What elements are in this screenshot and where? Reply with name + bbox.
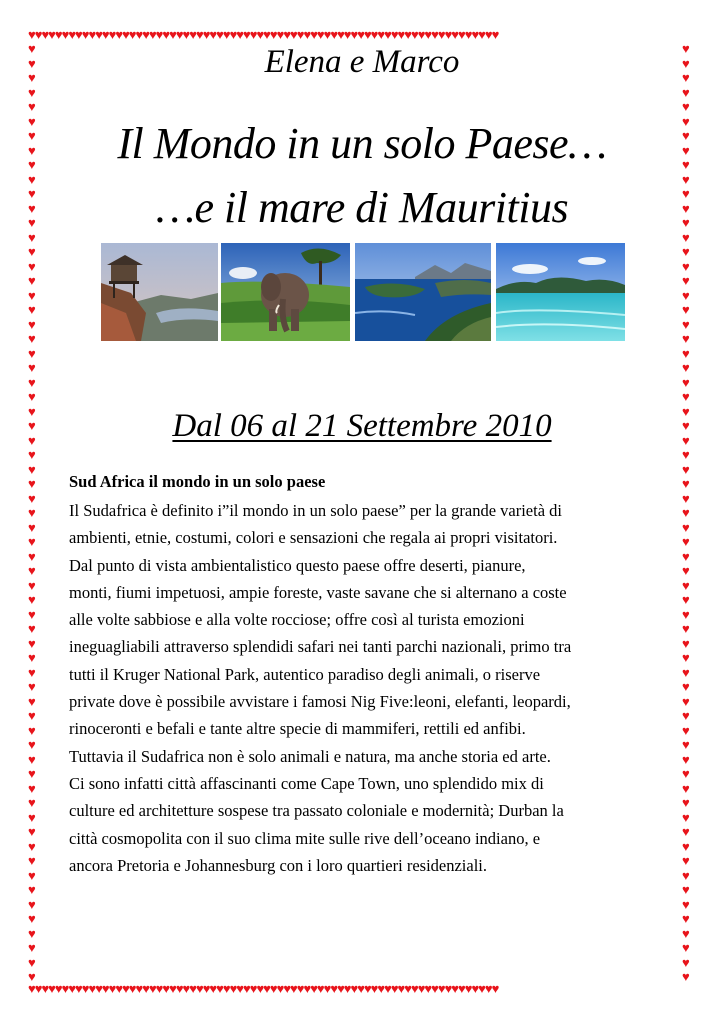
heart-icon: ♥ [28,592,36,607]
heart-icon: ♥ [28,200,36,216]
heart-icon: ♥ [682,447,690,462]
heart-icon: ♥ [682,505,690,520]
heart-icon: ♥ [682,99,690,114]
heart-icon: ♥ [682,200,690,216]
body-line: rinoceronti e befali e tante altre specie di mammiferi, rettili ed anfibi. [69,719,526,739]
heart-icon: ♥ [682,679,690,694]
photo-lodge-valley [101,243,218,341]
heart-icon: ♥ [28,42,36,56]
heart-icon: ♥ [682,186,690,201]
heart-icon: ♥ [682,316,690,332]
heart-icon: ♥ [682,461,690,477]
heart-icon: ♥ [28,896,36,912]
heart-icon: ♥ [28,911,36,926]
heart-icon: ♥ [28,679,36,694]
heart-icon: ♥ [682,403,690,419]
heart-icon: ♥ [682,824,690,839]
heart-icon: ♥ [28,809,36,825]
heart-icon: ♥ [28,389,36,404]
photo-strip [101,243,625,341]
heart-icon: ♥ [682,969,690,982]
heart-icon: ♥ [28,867,36,883]
heart-icon: ♥ [28,99,36,114]
heart-icon: ♥ [682,766,690,781]
heart-icon: ♥ [682,954,690,970]
heart-icon: ♥ [28,650,36,665]
heart-icon: ♥ [28,708,36,723]
heart-icon: ♥ [28,331,36,346]
heart-icon: ♥ [682,635,690,651]
body-line: monti, fiumi impetuosi, ampie foreste, vaste savane che si alternano a coste [69,582,567,602]
heart-icon: ♥ [28,70,36,85]
photo-mauritius-lagoon [496,243,625,341]
heart-icon: ♥ [28,766,36,781]
heart-icon: ♥ [682,809,690,825]
heart-icon: ♥ [28,548,36,564]
heart-icon: ♥ [682,592,690,607]
heart-icon: ♥ [28,853,36,868]
heart-icon: ♥ [682,229,690,245]
heart-icon: ♥ [28,505,36,520]
body-line: città cosmopolita con il suo clima mite sulle rive dell’oceano indiano, e [69,828,541,848]
heart-icon: ♥ [28,113,36,129]
heart-icon: ♥ [682,171,690,187]
heart-icon: ♥ [28,635,36,651]
heart-icon: ♥ [682,258,690,274]
heart-icon: ♥ [28,142,36,158]
title-line-2: …e il mare di Mauritius [155,183,569,232]
heart-icon: ♥ [682,751,690,767]
heart-icon: ♥ [682,389,690,404]
heart-icon: ♥ [682,548,690,564]
heart-icon: ♥ [28,737,36,752]
heart-icon: ♥ [682,157,690,172]
heart-icon: ♥ [682,621,690,636]
heart-icon: ♥ [682,490,690,506]
heart-icon: ♥ [682,215,690,230]
heart-icon: ♥ [682,302,690,317]
body-line: Tuttavia il Sudafrica non è solo animali e natura, ma anche storia ed arte. [69,746,551,766]
heart-icon: ♥ [682,476,690,491]
body-line: private dove è possibile avvistare i famosi Nig Five:leoni, elefanti, leopardi, [69,692,571,712]
heart-icon: ♥ [682,940,690,955]
heart-icon: ♥ [28,302,36,317]
heart-icon: ♥ [682,563,690,578]
travel-dates-text: Dal 06 al 21 Settembre 2010 [172,408,552,444]
photo-elephant [221,243,350,341]
heart-icon: ♥ [28,171,36,187]
heart-icon: ♥ [28,534,36,549]
heart-icon: ♥ [682,70,690,85]
heart-icon: ♥ [682,577,690,593]
heart-icon: ♥ [682,606,690,622]
heart-icon: ♥ [682,287,690,303]
heart-icon: ♥ [28,882,36,897]
body-line: ancora Pretoria e Johannesburg con i loro quartieri residenziali. [69,855,488,875]
heart-border-top: ♥♥♥♥♥♥♥♥♥♥♥♥♥♥♥♥♥♥♥♥♥♥♥♥♥♥♥♥♥♥♥♥♥♥♥♥♥♥♥♥♥♥♥♥♥♥♥♥♥♥♥♥♥♥♥♥♥♥♥♥♥♥♥♥♥♥♥♥♥♥ [28,28,499,42]
heart-icon: ♥ [682,853,690,868]
heart-icon: ♥ [28,693,36,709]
heart-icon: ♥ [28,722,36,738]
heart-icon: ♥ [28,925,36,941]
body-line: alle volte sabbiose e alla volte rocciose; offre così al turista emozioni [69,610,525,630]
heart-icon: ♥ [28,519,36,535]
heart-icon: ♥ [682,534,690,549]
couple-names: Elena e Marco [264,44,460,80]
heart-icon: ♥ [682,911,690,926]
heart-icon: ♥ [28,664,36,680]
body-line: Il Sudafrica è definito i”il mondo in un solo paese” per la grande varietà di [69,501,562,520]
heart-icon: ♥ [28,940,36,955]
heart-icon: ♥ [28,374,36,390]
heart-icon: ♥ [682,128,690,143]
heart-icon: ♥ [28,476,36,491]
heart-icon: ♥ [28,780,36,796]
heart-icon: ♥ [28,403,36,419]
heart-icon: ♥ [682,345,690,361]
heart-icon: ♥ [28,418,36,433]
heart-icon: ♥ [682,693,690,709]
heart-icon: ♥ [682,84,690,100]
heart-icon: ♥ [682,867,690,883]
heart-icon: ♥ [28,55,36,71]
body-line: ineguagliabili attraverso splendidi safari nei tanti parchi nazionali, primo tra [69,637,572,657]
heart-icon: ♥ [28,157,36,172]
heart-icon: ♥ [682,664,690,680]
heart-icon: ♥ [28,954,36,970]
heart-icon: ♥ [28,563,36,578]
heart-icon: ♥ [682,780,690,796]
heart-icon: ♥ [28,229,36,245]
section-body [69,497,669,879]
heart-icon: ♥ [682,142,690,158]
heart-icon: ♥ [28,215,36,230]
heart-icon: ♥ [28,621,36,636]
heart-icon: ♥ [28,795,36,810]
heart-icon: ♥ [682,896,690,912]
heart-icon: ♥ [28,258,36,274]
heart-icon: ♥ [28,969,36,982]
heart-icon: ♥ [28,273,36,288]
heart-icon: ♥ [682,650,690,665]
body-line: tutti il Kruger National Park, autentico paradiso degli animali, o riserve [69,664,541,684]
heart-icon: ♥ [28,490,36,506]
heart-icon: ♥ [28,432,36,448]
heart-icon: ♥ [682,737,690,752]
heart-icon: ♥ [28,824,36,839]
heart-icon: ♥ [682,331,690,346]
heart-icon: ♥ [28,447,36,462]
heart-icon: ♥ [682,708,690,723]
heart-icon: ♥ [682,244,690,259]
heart-icon: ♥ [682,113,690,129]
heart-icon: ♥ [682,722,690,738]
heart-icon: ♥ [28,838,36,854]
heart-icon: ♥ [682,519,690,535]
body-line: ambienti, etnie, costumi, colori e sensazioni che regala ai propri visitatori. [69,528,558,548]
heart-icon: ♥ [28,186,36,201]
body-line: Dal punto di vista ambientalistico questo paese offre deserti, pianure, [69,555,526,575]
heart-border-bottom: ♥♥♥♥♥♥♥♥♥♥♥♥♥♥♥♥♥♥♥♥♥♥♥♥♥♥♥♥♥♥♥♥♥♥♥♥♥♥♥♥♥♥♥♥♥♥♥♥♥♥♥♥♥♥♥♥♥♥♥♥♥♥♥♥♥♥♥♥♥♥ [28,982,499,996]
heart-icon: ♥ [28,128,36,143]
heart-icon: ♥ [28,606,36,622]
heart-icon: ♥ [682,42,690,56]
travel-dates [0,408,724,445]
heart-icon: ♥ [682,838,690,854]
heart-icon: ♥ [28,84,36,100]
body-line: culture ed architetture sospese tra passato coloniale e modernità; Durban la [69,801,564,821]
photo-cape-coast [355,243,491,341]
heart-icon: ♥ [28,577,36,593]
title-line-1: Il Mondo in un solo Paese… [117,119,607,168]
heart-icon: ♥ [28,316,36,332]
heart-icon: ♥ [682,882,690,897]
heart-icon: ♥ [682,374,690,390]
heart-icon: ♥ [28,751,36,767]
heart-icon: ♥ [28,287,36,303]
section-heading: Sud Africa il mondo in un solo paese [69,472,326,491]
heart-icon: ♥ [682,273,690,288]
heart-icon: ♥ [682,925,690,941]
heart-icon: ♥ [682,418,690,433]
heart-icon: ♥ [28,345,36,361]
body-line: Ci sono infatti città affascinanti come Cape Town, uno splendido mix di [69,773,544,793]
heart-icon: ♥ [682,55,690,71]
heart-icon: ♥ [682,432,690,448]
heart-icon: ♥ [28,461,36,477]
heart-icon: ♥ [682,360,690,375]
heart-icon: ♥ [682,795,690,810]
heart-icon: ♥ [28,244,36,259]
heart-icon: ♥ [28,360,36,375]
